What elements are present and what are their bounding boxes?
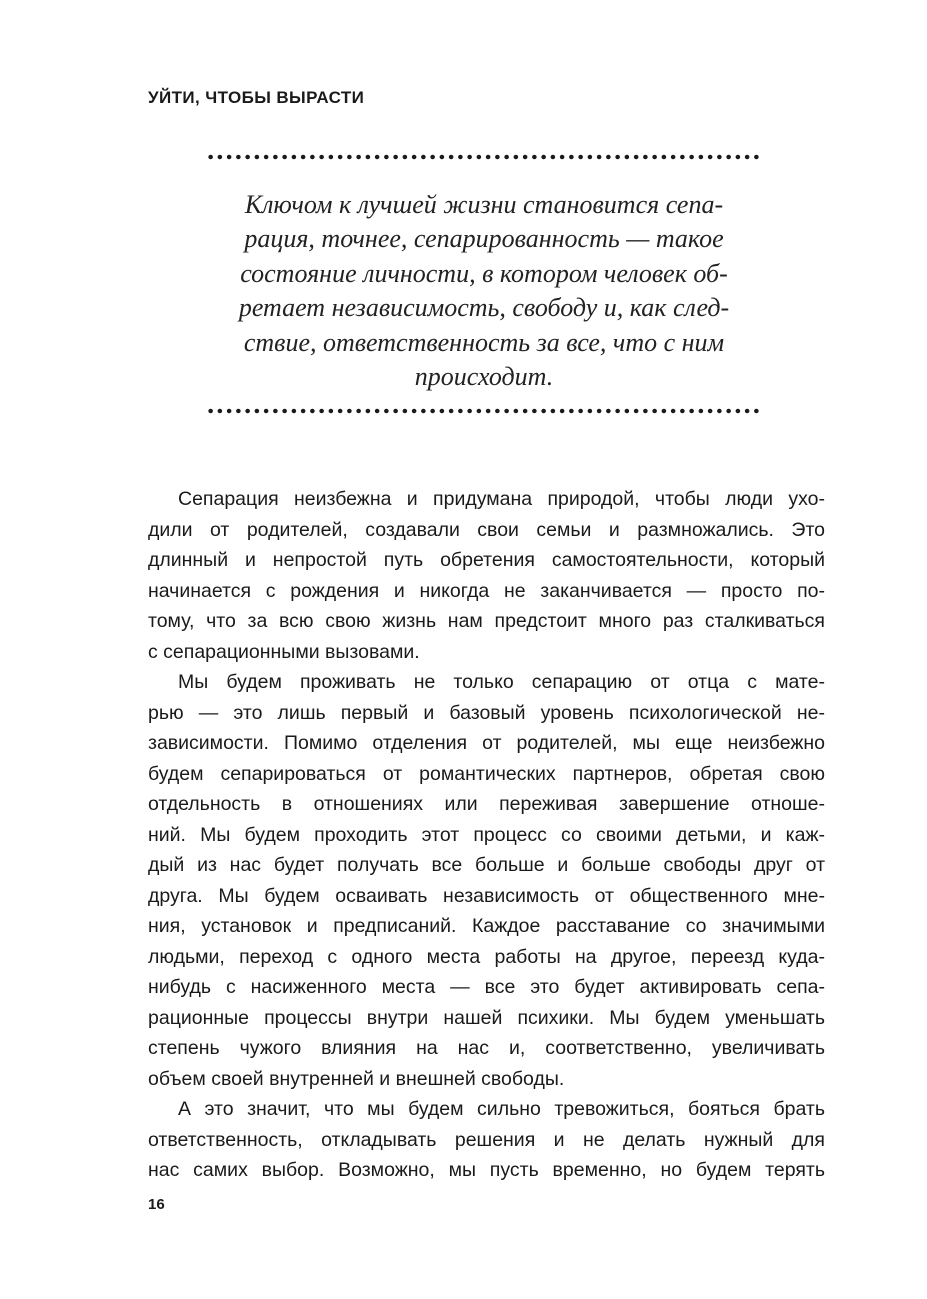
paragraph-line: дили от родителей, создавали свои семьи и размножались. Это bbox=[148, 518, 825, 541]
paragraph-line: ния, установок и предписаний. Каждое расставание со значимыми bbox=[148, 915, 825, 937]
paragraph-line: рью — это лишь первый и базовый уровень психологической не- bbox=[148, 701, 825, 724]
paragraph-line: тому, что за всю свою жизнь нам предстоит много раз сталкиваться bbox=[148, 610, 825, 632]
paragraph-line: объем своей внутренней и внешней свободы. bbox=[148, 1067, 565, 1090]
paragraph-line: отдельность в отношениях или переживая завершение отноше- bbox=[148, 793, 825, 815]
paragraph-line: степень чужого влияния на нас и, соответственно, увеличивать bbox=[148, 1037, 825, 1059]
paragraph-line: дый из нас будет получать все больше и больше свободы друг от bbox=[148, 854, 825, 876]
paragraph-line: ний. Мы будем проходить этот процесс со своими детьми, и каж- bbox=[148, 823, 825, 846]
paragraph-line: с сепарационными вызовами. bbox=[148, 640, 420, 663]
paragraph-line: Мы будем проживать не только сепарацию от отца с мате- bbox=[178, 671, 825, 693]
quote-line: ретает независимость, свободу и, как след- bbox=[238, 293, 730, 323]
quote-line: происходит. bbox=[414, 362, 554, 392]
running-title: УЙТИ, ЧТОБЫ ВЫРАСТИ bbox=[148, 88, 365, 107]
paragraph-line: начинается с рождения и никогда не заканчивается — просто по- bbox=[148, 579, 825, 602]
page-number: 16 bbox=[148, 1196, 165, 1213]
paragraph-line: будем сепарироваться от романтических партнеров, обретая свою bbox=[148, 762, 825, 785]
paragraph-line: нибудь с насиженного места — все это будет активировать сепа- bbox=[148, 976, 825, 998]
paragraph-line: длинный и непростой путь обретения самостоятельности, который bbox=[148, 549, 825, 571]
pull-quote bbox=[206, 188, 762, 394]
paragraph-line: Сепарация неизбежна и придумана природой, чтобы люди ухо- bbox=[178, 488, 825, 510]
paragraph-line: А это значит, что мы будем сильно тревожиться, бояться брать bbox=[178, 1098, 825, 1120]
paragraph-line: ответственность, откладывать решения и не делать нужный для bbox=[148, 1128, 825, 1151]
dotted-divider-bottom bbox=[206, 408, 762, 414]
paragraph-line: зависимости. Помимо отделения от родителей, мы еще неизбежно bbox=[148, 732, 825, 754]
dotted-divider-top bbox=[206, 154, 762, 160]
quote-line: рация, точнее, сепарированность — такое bbox=[244, 224, 724, 254]
quote-line: Ключом к лучшей жизни становится сепа- bbox=[244, 190, 724, 219]
paragraph-line: людьми, переход с одного места работы на другое, переезд куда- bbox=[148, 945, 825, 968]
paragraph-line: друга. Мы будем осваивать независимость от общественного мне- bbox=[148, 884, 825, 907]
paragraph-line: нас самих выбор. Возможно, мы пусть временно, но будем терять bbox=[148, 1159, 825, 1181]
quote-line: состояние личности, в котором человек об- bbox=[240, 258, 728, 288]
paragraph-line: рационные процессы внутри нашей психики. Мы будем уменьшать bbox=[148, 1006, 825, 1029]
body-text bbox=[148, 484, 825, 1186]
quote-line: ствие, ответственность за все, что с ним bbox=[243, 327, 725, 357]
